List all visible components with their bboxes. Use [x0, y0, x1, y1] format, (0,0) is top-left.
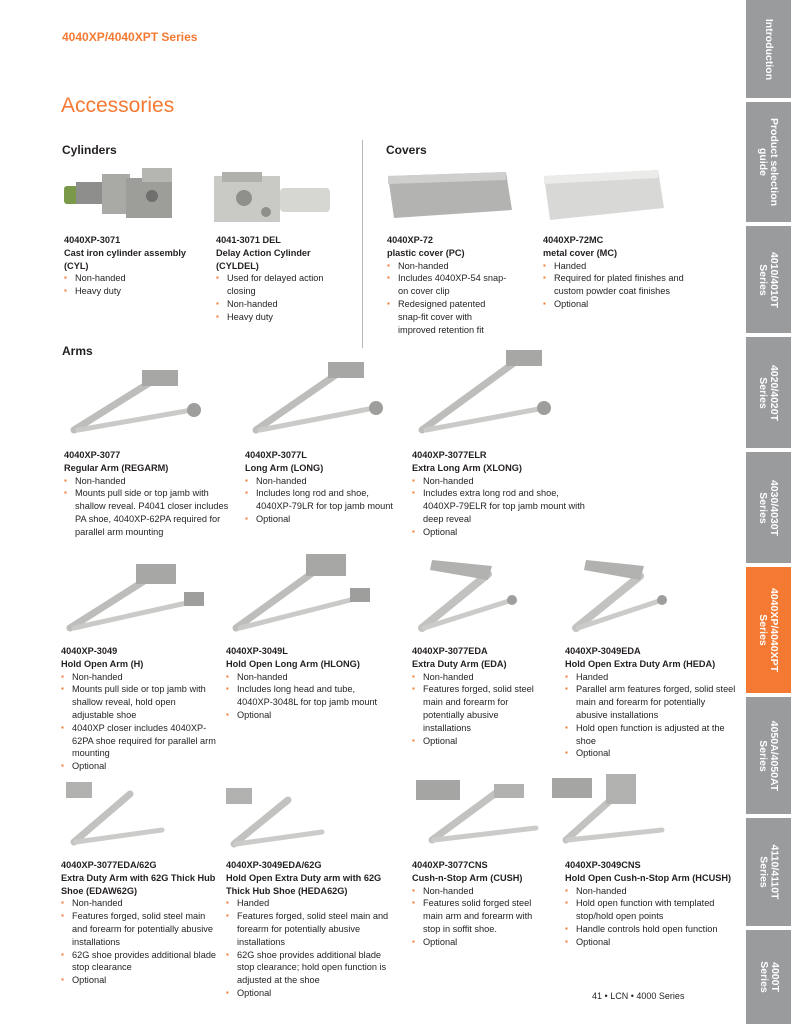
product-item — [412, 645, 542, 747]
section-cylinders: Cylinders — [62, 143, 117, 157]
bullet: ▪ Handle controls hold open function — [565, 923, 740, 936]
bullet: ▪ 4040XP closer includes 4040XP-62PA shoe required for parallel arm mounting — [61, 722, 216, 760]
bullet: ▪ Optional — [245, 513, 400, 526]
product-item — [226, 645, 386, 722]
product-item — [226, 859, 396, 1000]
product-name: Delay Action Cylinder (CYLDEL) — [216, 247, 311, 271]
tab-label: 4000T Series — [757, 961, 781, 993]
bullet: ▪ Non-handed — [412, 475, 587, 488]
bullet: ▪ Heavy duty — [216, 311, 344, 324]
product-name: Extra Duty Arm with 62G Thick Hub Shoe (EDAW62G) — [61, 872, 216, 896]
bullet: ▪ Handed — [543, 260, 713, 273]
product-name: plastic cover (PC) — [387, 247, 465, 258]
bullet: ▪ Non-handed — [412, 671, 542, 684]
bullet: ▪ Non-handed — [64, 272, 204, 285]
product-item — [64, 234, 204, 298]
bullet: ▪ Optional — [412, 936, 552, 949]
bullet: ▪ Features forged, solid steel main and forearm for potentially abusive installations — [226, 910, 396, 948]
bullet: ▪ Non-handed — [565, 885, 740, 898]
bullet: ▪ Non-handed — [61, 671, 216, 684]
long-arm-image — [244, 360, 389, 440]
bullet: ▪ Non-handed — [412, 885, 552, 898]
brand-name: LCN — [610, 991, 629, 1001]
bullet: ▪ Mounts pull side or top jamb with shallow reveal, hold open adjustable shoe — [61, 683, 216, 721]
part-number: 4040XP-72 — [387, 235, 433, 245]
delay-cylinder-image — [214, 172, 334, 230]
section-tabs — [746, 0, 791, 1024]
hold-open-cush-n-stop-arm-image — [550, 772, 670, 852]
hold-open-long-arm-image — [226, 550, 376, 638]
product-name: Hold Open Extra Duty arm with 62G Thick Hub Shoe (HEDA62G) — [226, 872, 382, 896]
bullet: ▪ Features forged, solid steel main and forearm for potentially abusive installations — [412, 683, 542, 734]
tab-4110-series[interactable] — [746, 818, 791, 926]
part-number: 4040XP-72MC — [543, 235, 604, 245]
bullet: ▪ Features solid forged steel main arm and forearm with stop in soffit shoe. — [412, 897, 552, 935]
bullet: ▪ Hold open function with templated stop/hold open points — [565, 897, 740, 923]
tab-label: 4110/4110T Series — [757, 844, 781, 900]
tab-label: Product selection guide — [757, 117, 781, 207]
tab-4050a-series[interactable] — [746, 697, 791, 814]
bullet: ▪ Includes long head and tube, 4040XP-3048L for top jamb mount — [226, 683, 386, 709]
extra-duty-arm-image — [412, 556, 522, 640]
cush-n-stop-arm-image — [414, 776, 544, 850]
bullet: ▪ Non-handed — [245, 475, 400, 488]
footer-series: 4000 Series — [636, 991, 685, 1001]
part-number: 4040XP-3077ELR — [412, 450, 487, 460]
product-item — [245, 449, 400, 526]
bullet: ▪ Non-handed — [226, 671, 386, 684]
bullet: ▪ Required for plated finishes and custom powder coat finishes — [543, 272, 713, 298]
bullet: ▪ Includes 4040XP-54 snap-on cover clip — [387, 272, 507, 298]
bullet: ▪ Optional — [412, 735, 542, 748]
bullet: ▪ Optional — [565, 936, 740, 949]
bullet: ▪ Non-handed — [61, 897, 221, 910]
product-item — [216, 234, 344, 324]
bullet: ▪ Optional — [543, 298, 713, 311]
column-divider — [362, 140, 363, 348]
product-name: Cast iron cylinder assembly (CYL) — [64, 247, 187, 271]
product-item — [64, 449, 234, 539]
hold-open-extra-duty-62g-arm-image — [224, 786, 334, 854]
tab-label: 4030/4030T Series — [757, 479, 781, 536]
product-item — [543, 234, 713, 311]
metal-cover-image — [542, 168, 667, 226]
product-name: Hold Open Long Arm (HLONG) — [226, 658, 360, 669]
part-number: 4040XP-3077CNS — [412, 860, 488, 870]
bullet: ▪ Mounts pull side or top jamb with shallow reveal. P4041 closer includes PA shoe, 4040XP-62PA required for parallel arm mounting — [64, 487, 234, 538]
product-name: Cush-n-Stop Arm (CUSH) — [412, 872, 523, 883]
section-covers: Covers — [386, 143, 427, 157]
product-name: Extra Duty Arm (EDA) — [412, 658, 507, 669]
part-number: 4041-3071 DEL — [216, 235, 281, 245]
product-name: Extra Long Arm (XLONG) — [412, 462, 522, 473]
tab-introduction[interactable] — [746, 0, 791, 98]
tab-label: 4010/4010T Series — [757, 251, 781, 308]
bullet: ▪ Heavy duty — [64, 285, 204, 298]
tab-label: Introduction — [763, 18, 775, 80]
section-arms: Arms — [62, 344, 93, 358]
series-header: 4040XP/4040XPT Series — [62, 30, 198, 44]
part-number: 4040XP-3049L — [226, 646, 288, 656]
product-item — [412, 449, 587, 539]
bullet: ▪ Optional — [61, 760, 216, 773]
bullet: ▪ Includes extra long rod and shoe, 4040XP-79ELR for top jamb mount with deep reveal — [412, 487, 587, 525]
part-number: 4040XP-3077EDA/62G — [61, 860, 157, 870]
part-number: 4040XP-3049CNS — [565, 860, 641, 870]
product-item — [387, 234, 507, 336]
product-name: Hold Open Arm (H) — [61, 658, 144, 669]
bullet: ▪ Includes long rod and shoe, 4040XP-79LR for top jamb mount — [245, 487, 400, 513]
page-number: 41 — [592, 991, 603, 1001]
bullet: ▪ Optional — [565, 747, 737, 760]
part-number: 4040XP-3077EDA — [412, 646, 488, 656]
bullet: ▪ 62G shoe provides additional blade stop clearance; hold open function is adjusted at the shoe — [226, 949, 396, 987]
bullet: ▪ Parallel arm features forged, solid steel main and forearm for potentially abusive installations — [565, 683, 737, 721]
page-footer — [592, 991, 684, 1001]
bullet: ▪ Non-handed — [64, 475, 234, 488]
part-number: 4040XP-3071 — [64, 235, 121, 245]
tab-4020-series[interactable] — [746, 337, 791, 448]
product-item — [412, 859, 552, 949]
bullet: ▪ Hold open function is adjusted at the shoe — [565, 722, 737, 748]
bullet: ▪ Features forged, solid steel main and forearm for potentially abusive installations — [61, 910, 221, 948]
tab-label: 4040XP/4040XPT Series — [757, 587, 781, 673]
bullet: ▪ 62G shoe provides additional blade stop clearance — [61, 949, 221, 975]
product-name: Long Arm (LONG) — [245, 462, 324, 473]
bullet: ▪ Used for delayed action closing — [216, 272, 344, 298]
extra-duty-62g-arm-image — [64, 780, 174, 852]
bullet: ▪ Handed — [226, 897, 396, 910]
regular-arm-image — [62, 368, 207, 440]
bullet: ▪ Optional — [226, 709, 386, 722]
part-number: 4040XP-3077L — [245, 450, 307, 460]
tab-product-selection-guide[interactable] — [746, 102, 791, 222]
product-item — [61, 859, 221, 987]
product-item — [61, 645, 216, 773]
product-item — [565, 859, 740, 949]
bullet: ▪ Redesigned patented snap-fit cover with improved retention fit — [387, 298, 507, 336]
separator: • — [630, 991, 634, 1001]
separator: • — [604, 991, 608, 1001]
cylinder-image — [62, 166, 192, 228]
part-number: 4040XP-3049EDA — [565, 646, 641, 656]
bullet: ▪ Non-handed — [216, 298, 344, 311]
part-number: 4040XP-3049EDA/62G — [226, 860, 322, 870]
bullet: ▪ Non-handed — [387, 260, 507, 273]
product-name: Hold Open Extra Duty Arm (HEDA) — [565, 658, 716, 669]
bullet: ▪ Optional — [226, 987, 396, 1000]
part-number: 4040XP-3049 — [61, 646, 118, 656]
plastic-cover-image — [386, 170, 516, 226]
tab-4040xp-series[interactable] — [746, 567, 791, 693]
bullet: ▪ Optional — [412, 526, 587, 539]
product-name: metal cover (MC) — [543, 247, 618, 258]
bullet: ▪ Handed — [565, 671, 737, 684]
part-number: 4040XP-3077 — [64, 450, 121, 460]
page-title: Accessories — [61, 94, 175, 117]
product-item — [565, 645, 737, 760]
tab-4000t-series[interactable] — [746, 930, 791, 1024]
extra-long-arm-image — [410, 348, 555, 440]
hold-open-extra-duty-arm-image — [566, 556, 670, 640]
tab-label: 4020/4020T Series — [757, 364, 781, 421]
bullet: ▪ Optional — [61, 974, 221, 987]
hold-open-arm-image — [60, 560, 210, 638]
product-name: Hold Open Cush-n-Stop Arm (HCUSH) — [565, 872, 732, 883]
tab-label: 4050A/4050AT Series — [757, 720, 781, 791]
tab-4030-series[interactable] — [746, 452, 791, 563]
tab-4010-series[interactable] — [746, 226, 791, 333]
product-name: Regular Arm (REGARM) — [64, 462, 169, 473]
